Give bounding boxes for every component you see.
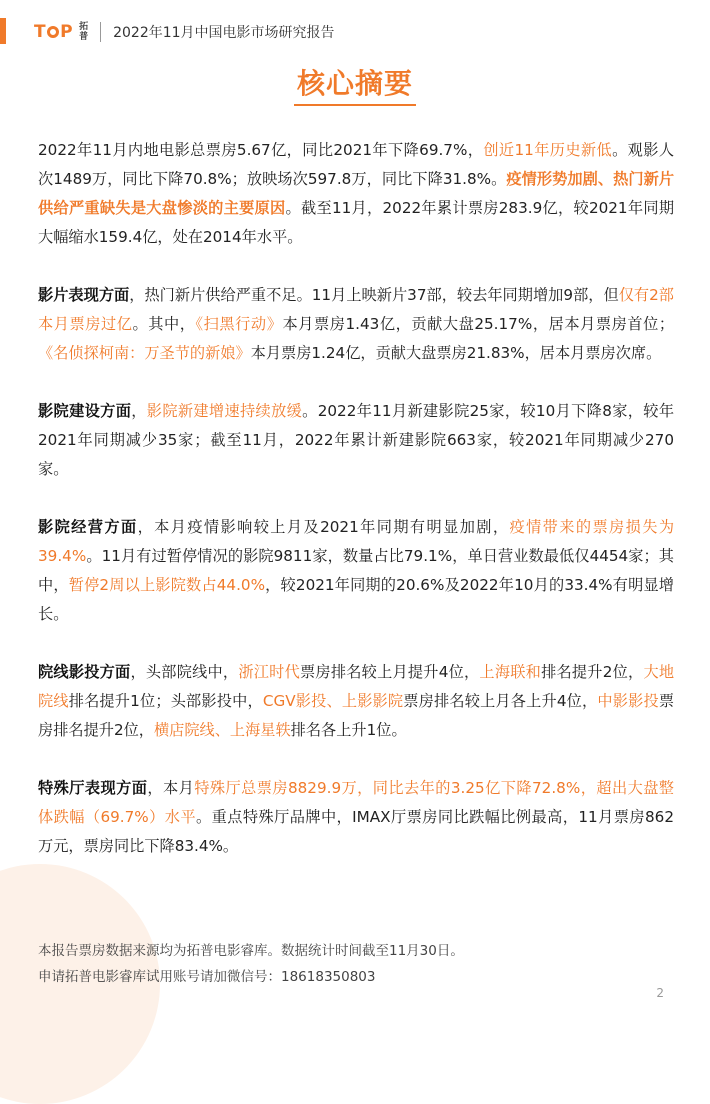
contact-note: 申请拓普电影睿库试用账号请加微信号：18618350803 xyxy=(38,969,376,985)
header xyxy=(34,18,335,46)
report-title: 2022年11月中国电影市场研究报告 xyxy=(113,25,335,41)
highlight: 创近11年历史新低 xyxy=(483,141,613,159)
highlight: 影院新建增速持续放缓 xyxy=(146,402,303,420)
section-lead: 院线影投方面 xyxy=(38,663,131,681)
section-lead: 特殊厅表现方面 xyxy=(38,779,148,797)
highlight: 《扫黑行动》 xyxy=(195,315,283,333)
highlight: 中影影投 xyxy=(597,692,659,710)
highlight: 大地院线 xyxy=(38,663,675,710)
highlight: 仅有2部本月票房过亿 xyxy=(38,286,674,333)
data-source-note: 本报告票房数据来源均为拓普电影睿库。数据统计时间截至11月30日。 xyxy=(38,943,464,959)
header-accent-bar xyxy=(0,18,6,44)
highlight: 特殊厅总票房8829.9万，同比去年的3.25亿下降72.8%，超出大盘整体跌幅（69.7%）水平 xyxy=(38,779,674,826)
section-lead: 影院经营方面 xyxy=(38,518,138,536)
header-divider xyxy=(100,22,101,42)
logo-o-icon xyxy=(47,26,59,38)
logo-chinese: 拓 普 xyxy=(79,22,89,42)
page-title: 核心摘要 xyxy=(296,67,413,100)
paragraph-films: 影片表现方面，热门新片供给严重不足。11月上映新片37部，较去年同期增加9部，但仅有2部本月票房过亿。其中，《扫黑行动》本月票房1.43亿，贡献大盘25.17%，居本月票房首位；《名侦探柯南：万圣节的新娘》本月票房1.24亿，贡献大盘票房21.83%，居本月票房次席。 xyxy=(38,286,675,362)
summary-content xyxy=(38,136,674,890)
highlight: 浙江时代 xyxy=(238,663,301,681)
paragraph-circuits: 院线影投方面，头部院线中，浙江时代票房排名较上月提升4位，上海联和排名提升2位，大地院线排名提升1位；头部影投中，CGV影投、上影影院票房排名较上月各上升4位，中影影投票房排名提升2位，横店院线、上海星轶排名各上升1位。 xyxy=(38,663,675,739)
paragraph-special-halls: 特殊厅表现方面，本月特殊厅总票房8829.9万，同比去年的3.25亿下降72.8%，超出大盘整体跌幅（69.7%）水平。重点特殊厅品牌中，IMAX厅票房同比跌幅比例最高，11月票房862万元，票房同比下降83.4%。 xyxy=(38,779,674,855)
highlight: 横店院线、上海星轶 xyxy=(153,721,291,739)
footer-notes xyxy=(38,938,678,990)
section-lead: 影片表现方面 xyxy=(38,286,130,304)
title-underline xyxy=(294,104,416,106)
page-number: 2 xyxy=(656,986,664,1000)
highlight: 《名侦探柯南：万圣节的新娘》 xyxy=(38,344,251,362)
logo-mark: T P xyxy=(34,22,74,42)
paragraph-cinema-construction: 影院建设方面，影院新建增速持续放缓。2022年11月新建影院25家，较10月下降8家，较年2021年同期减少35家；截至11月，2022年累计新建影院663家，较2021年同期减少270家。 xyxy=(38,402,675,478)
highlight: 上海联和 xyxy=(479,663,542,681)
highlight: 暂停2周以上影院数占44.0% xyxy=(68,576,266,594)
paragraph-overview: 2022年11月内地电影总票房5.67亿，同比2021年下降69.7%，创近11年历史新低。观影人次1489万，同比下降70.8%；放映场次597.8万，同比下降31.8%。疫情形势加剧、热门新片供给严重缺失是大盘惨淡的主要原因。截至11月，2022年累计票房283.9亿，较2021年同期大幅缩水159.4亿，处在2014年水平。 xyxy=(38,141,675,246)
highlight: 疫情带来的票房损失为39.4% xyxy=(38,518,675,565)
section-lead: 影院建设方面 xyxy=(38,402,132,420)
highlight: 疫情形势加剧、热门新片供给严重缺失是大盘惨淡的主要原因 xyxy=(38,170,674,217)
highlight: CGV影投、上影影院 xyxy=(262,692,404,710)
paragraph-cinema-operation: 影院经营方面，本月疫情影响较上月及2021年同期有明显加剧，疫情带来的票房损失为39.4%。11月有过暂停情况的影院9811家，数量占比79.1%，单日营业数最低仅4454家；其中，暂停2周以上影院数占44.0%，较2021年同期的20.6%及2022年10月的33.4%有明显增长。 xyxy=(38,518,675,623)
logo xyxy=(34,22,88,42)
